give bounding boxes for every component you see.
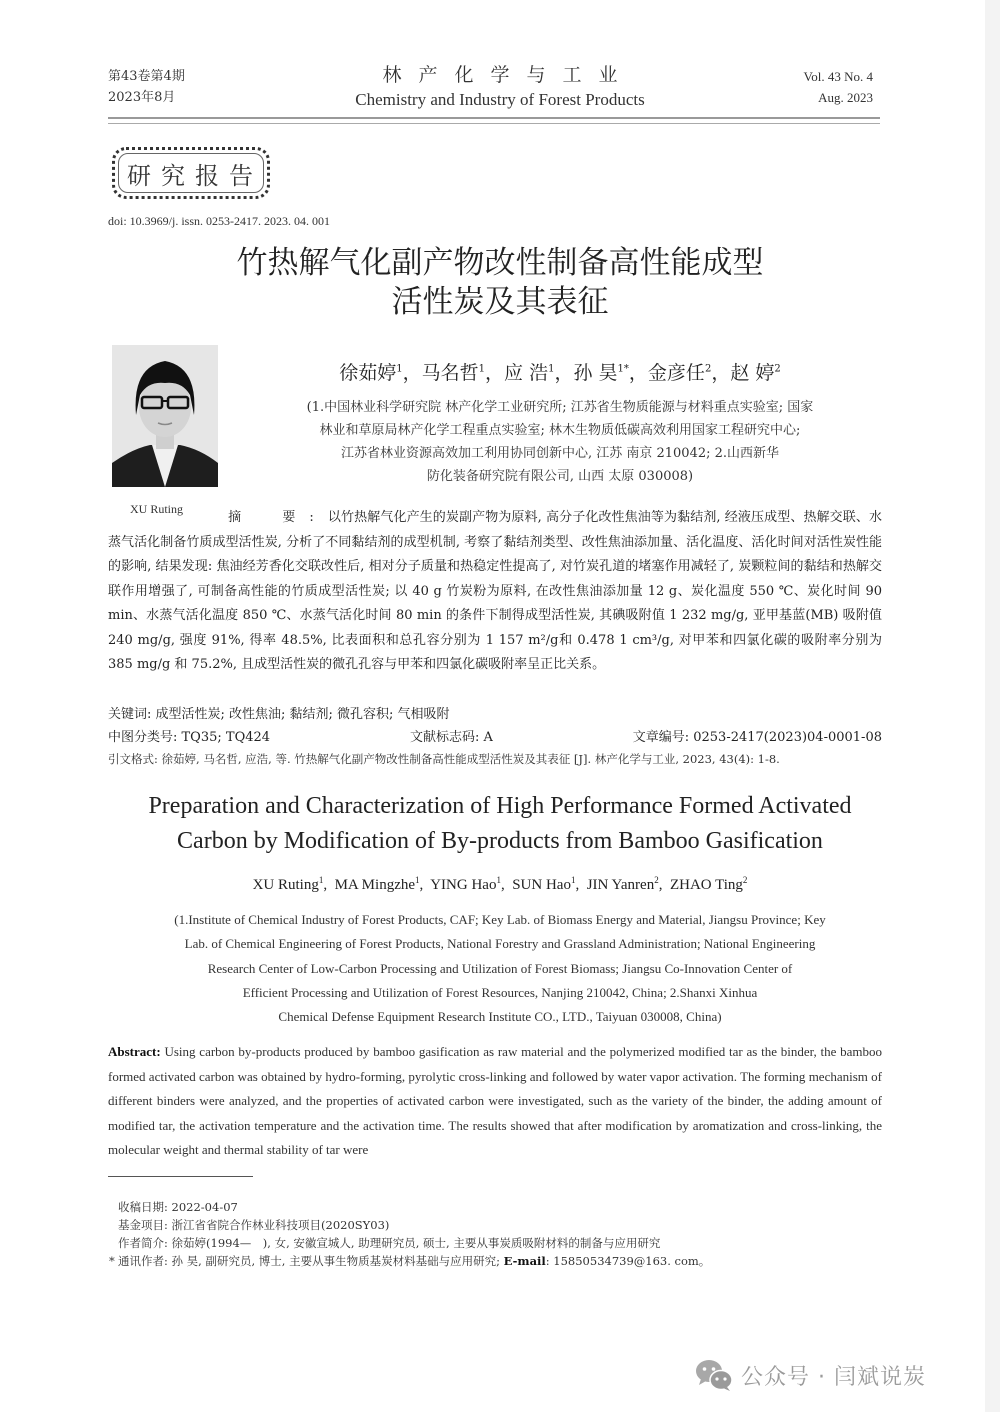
affiliation-en-line: Research Center of Low-Carbon Processing and Utilization of Forest Biomass; Jiangsu Co-Innovation Center of [207,960,793,976]
title-en-line2: Carbon by Modification of By-products from Bamboo Gasification [177,828,823,854]
corresponding-author: * 通讯作者: 孙 昊, 副研究员, 博士, 主要从事生物质基炭材料基础与应用研究; E-mail: 15850534739@163. com。 [109,1254,711,1268]
abstract-cn [108,506,882,678]
section-badge [112,147,270,199]
email-label: E-mail [503,1254,546,1268]
watermark-text: 公众号 · 闫斌说炭 [741,1364,926,1390]
author-bio: 作者简介: 徐茹婷(1994— ), 女, 安徽宣城人, 助理研究员, 硕士, 主要从事炭质吸附材料的制备与应用研究 [118,1236,661,1250]
scrollbar-track[interactable] [985,0,1000,1412]
author-en: YING Hao$^1$ [430,875,501,893]
author-cn: 应 浩$^1$ [504,362,555,384]
journal-name [300,62,700,112]
doi: doi: 10.3969/j. issn. 0253-2417. 2023. 04. 001 [108,214,331,228]
author-en: ZHAO Ting$^2$ [669,875,748,893]
photo-caption: XU Ruting [130,502,184,516]
affiliation-en-line: Efficient Processing and Utilization of Forest Resources, Nanjing 210042, China; 2.Shanxi Xinhua [242,984,758,1000]
author-cn: 赵 婷$^2$ [730,362,781,384]
affiliation-cn-line: (1.中国林业科学研究院 林产化学工业研究所; 江苏省生物质能源与材料重点实验室; 国家 [306,400,814,415]
affiliation-en-line: Lab. of Chemical Engineering of Forest Products, National Forestry and Grassland Administration; National Engineering [184,936,816,952]
journal-issue-cn [108,66,185,108]
author-en: XU Ruting$^1$ [252,875,324,893]
keywords-cn: 关键词: 成型活性炭; 改性焦油; 黏结剂; 微孔容积; 气相吸附 [108,707,450,722]
document-code: 文献标志码: A [410,730,493,745]
corresponding-star: * [109,1254,115,1268]
watermark [695,1355,926,1395]
title-en [100,789,900,859]
title-en-line1: Preparation and Characterization of High Performance Formed Activated [148,793,852,819]
author-photo [112,345,218,487]
title-cn-line2: 活性炭及其表征 [391,284,609,320]
authors-cn: 徐茹婷$^1$，马名哲$^1$，应 浩$^1$，孙 昊$^{1*}$，金彦任$^2$，赵 婷$^2$ [339,362,781,384]
journal-issue-en [804,66,873,108]
classification-row [108,726,882,746]
author-cn: 孙 昊$^{1*}$ [573,362,629,384]
author-en: JIN Yanren$^2$ [586,875,659,893]
affiliation-en-line: Chemical Defense Equipment Research Institute CO., LTD., Taiyuan 030008, China) [278,1009,722,1025]
title-cn-line1: 竹热解气化副产物改性制备高性能成型 [236,245,764,281]
author-en: MA Mingzhe$^1$ [334,875,420,893]
abstract-en-label: Abstract: [108,1044,161,1059]
email-address: : 15850534739@163. com。 [545,1254,711,1268]
abstract-cn-text: 以竹热解气化产生的炭副产物为原料, 高分子化改性焦油等为黏结剂, 经液压成型、热解交联、水蒸气活化制备竹质成型活性炭, 分析了不同黏结剂的成型机制, 考察了黏结剂类型、改性焦油添加量、活化温度、活化时间对活性炭性能的影响, 结果发现: 焦油经芳香化交联改性后, 相对分子质量和热稳定性提高了, 对竹炭孔道的堵塞作用减轻了, 炭颗粒间的黏结和热解交联作用增强了, 可制备高性能的竹质成型活性炭; 以 40 g 竹炭粉为原料, 在改性焦油添加量 12 g、炭化温度 550 ℃、炭化时间 90 min、水蒸气活化温度 850 ℃、水蒸气活化时间 80 min 的条件下制得成型活性炭, 其碘吸附值 1 232 mg/g, 亚甲基蓝(MB) 吸附值 240 mg/g, 强度 91%, 得率 48.5%, 比表面积和总孔容分别为 1 157 m²/g和 0.478 1 cm³/g, 对甲苯和四氯化碳的吸附率分别为 385 mg/g 和 75.2%, 且成型活性炭的微孔孔容与甲苯和四氯化碳吸附率呈正比关系。 [108,510,882,672]
header-rule [108,117,880,124]
issue-en: Vol. 43 No. 4 [803,69,873,84]
clc-number: 中图分类号: TQ35; TQ424 [108,730,271,745]
author-en: SUN Hao$^1$ [512,875,576,893]
date-en: Aug. 2023 [818,90,873,105]
title-cn [100,244,900,322]
wechat-icon [695,1359,733,1391]
abstract-en-text: Using carbon by-products produced by bamboo gasification as raw material and the polymerized modified tar as the binder, the bamboo formed activated carbon was obtained by hydro-forming, pyrolytic cross-linking and followed by water vapor activation. The forming mechanism of different binders were analyzed, and the properties of activated carbon were investigated, such as the variety of the binder, the adding amount of modified tar, the activation temperature and the activation time. The results showed that after modification by aromatization and cross-linking, the molecular weight and thermal stability of tar were [108,1044,882,1157]
affiliations-en [112,908,888,1029]
author-cn: 马名哲$^1$ [421,362,486,384]
author-cn: 徐茹婷$^1$ [339,362,403,384]
affiliation-cn-line: 林业和草原局林产化学工程重点实验室; 林木生物质低碳高效利用国家工程研究中心; [319,423,801,438]
abstract-cn-label: 摘 要: [228,510,328,525]
fund-project: 基金项目: 浙江省省院合作林业科技项目(2020SY03) [118,1218,390,1232]
journal-name-en: Chemistry and Industry of Forest Products [355,90,645,109]
footnote-rule [108,1176,253,1177]
citation: 引文格式: 徐茹婷, 马名哲, 应浩, 等. 竹热解气化副产物改性制备高性能成型活性炭及其表征 [J]. 林产化学与工业, 2023, 43(4): 1-8. [108,752,780,766]
date-cn: 2023年8月 [108,90,176,105]
affiliation-cn-line: 防化装备研究院有限公司, 山西 太原 030008) [426,469,694,484]
journal-name-cn: 林产化学与工业 [382,64,635,86]
author-cn: 金彦任$^2$ [647,362,712,384]
authors-en: XU Ruting$^1$, MA Mingzhe$^1$, YING Hao$^1$, SUN Hao$^1$, JIN Yanren$^2$, ZHAO Ting$^2$ [252,875,748,893]
abstract-en [108,1040,882,1163]
issue-cn: 第43卷第4期 [108,69,185,84]
footnotes [109,1198,711,1270]
article-number: 文章编号: 0253-2417(2023)04-0001-08 [632,730,882,745]
affiliation-cn-line: 江苏省林业资源高效加工利用协同创新中心, 江苏 南京 210042; 2.山西新华 [340,446,780,461]
section-badge-label: 研究报告 [127,161,263,190]
portrait-image [112,345,218,487]
affiliations-cn [250,396,870,488]
affiliation-en-line: (1.Institute of Chemical Industry of Forest Products, CAF; Key Lab. of Biomass Energy and Material, Jiangsu Province; Key [174,912,826,927]
received-date: 收稿日期: 2022-04-07 [118,1200,238,1214]
